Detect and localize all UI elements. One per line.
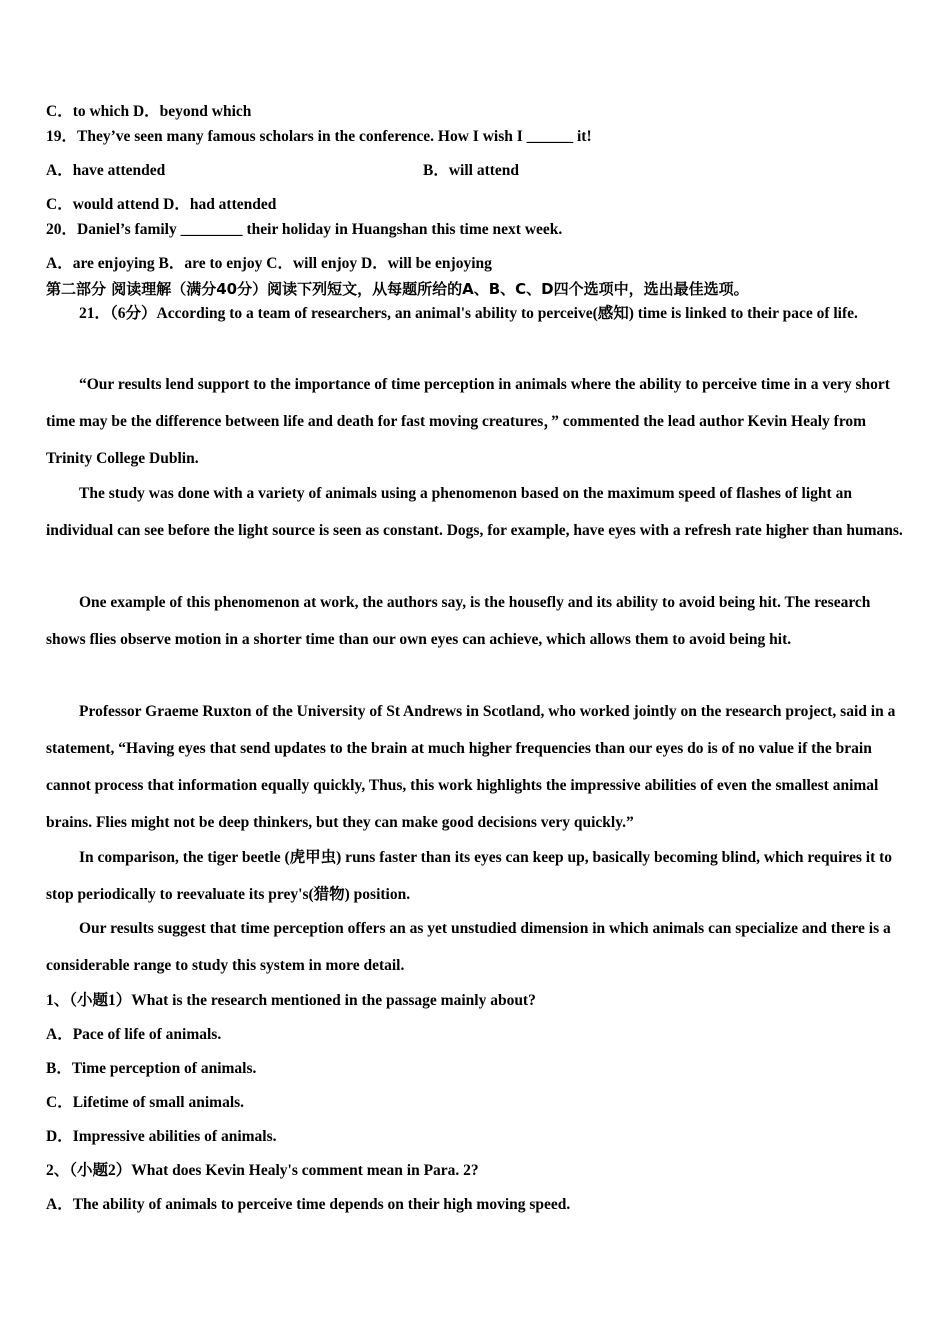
q19-option-a: A．have attended (46, 162, 166, 179)
passage-paragraph-7: Our results suggest that time perception offers an as yet unstudied dimension in which animals can specialize and there is a considerable range to study this system in more detail. (46, 920, 891, 974)
sub1-option-b: B．Time perception of animals. (46, 1060, 257, 1077)
passage-paragraph-3: The study was done with a variety of animals using a phenomenon based on the maximum speed of flashes of light an individual can see before the light source is seen as constant. Dogs, for example, have eyes with a refresh rate higher than humans. (46, 485, 903, 539)
section2-heading: 第二部分 阅读理解（满分40分）阅读下列短文，从每题所给的A、B、C、D四个选项中，选出最佳选项。 (46, 280, 749, 298)
q18-options-cd: C．to which D．beyond which (46, 103, 252, 120)
sub1-option-c: C．Lifetime of small animals. (46, 1094, 245, 1111)
sub1-stem: 1、（小题1）What is the research mentioned in the passage mainly about? (46, 992, 536, 1009)
passage-paragraph-1: 21．（6分）According to a team of researchers, an animal's ability to perceive(感知) time is linked to their pace of life. (79, 305, 858, 322)
sub1-option-a: A．Pace of life of animals. (46, 1026, 222, 1043)
passage-paragraph-4: One example of this phenomenon at work, the authors say, is the housefly and its ability to avoid being hit. The research shows flies observe motion in a shorter time than our own eyes can achieve, which allows them to avoid being hit. (46, 594, 871, 648)
passage-paragraph-6: In comparison, the tiger beetle (虎甲虫) runs faster than its eyes can keep up, basically becoming blind, which requires it to stop periodically to reevaluate its prey's(猎物) position. (46, 849, 893, 903)
q19-options-cd: C．would attend D．had attended (46, 196, 277, 213)
passage-paragraph-5: Professor Graeme Ruxton of the University of St Andrews in Scotland, who worked jointly on the research project, said in a statement, “Having eyes that send updates to the brain at much higher frequencies than our eyes do is of no value if the brain cannot process that information equally quickly, Thus, this work highlights the impressive abilities of even the smallest animal brains. Flies might not be deep thinkers, but they can make good decisions very quickly.” (46, 703, 896, 831)
sub2-stem: 2、（小题2）What does Kevin Healy's comment mean in Para. 2? (46, 1162, 479, 1179)
sub2-option-a: A．The ability of animals to perceive time depends on their high moving speed. (46, 1196, 571, 1213)
q19-options-ab (46, 161, 904, 181)
q20-stem: 20．Daniel’s family ________ their holiday in Huangshan this time next week. (46, 221, 563, 238)
q20-options: A．are enjoying B．are to enjoy C．will enjoy D．will be enjoying (46, 255, 492, 272)
passage-paragraph-2: “Our results lend support to the importance of time perception in animals where the ability to perceive time in a very short time may be the difference between life and death for fast moving creatures，” commented the lead author Kevin Healy from Trinity College Dublin. (46, 376, 890, 467)
q19-option-b: B．will attend (423, 162, 520, 179)
q19-stem: 19．They’ve seen many famous scholars in the conference. How I wish I ______ it! (46, 128, 592, 145)
sub1-option-d: D．Impressive abilities of animals. (46, 1128, 277, 1145)
